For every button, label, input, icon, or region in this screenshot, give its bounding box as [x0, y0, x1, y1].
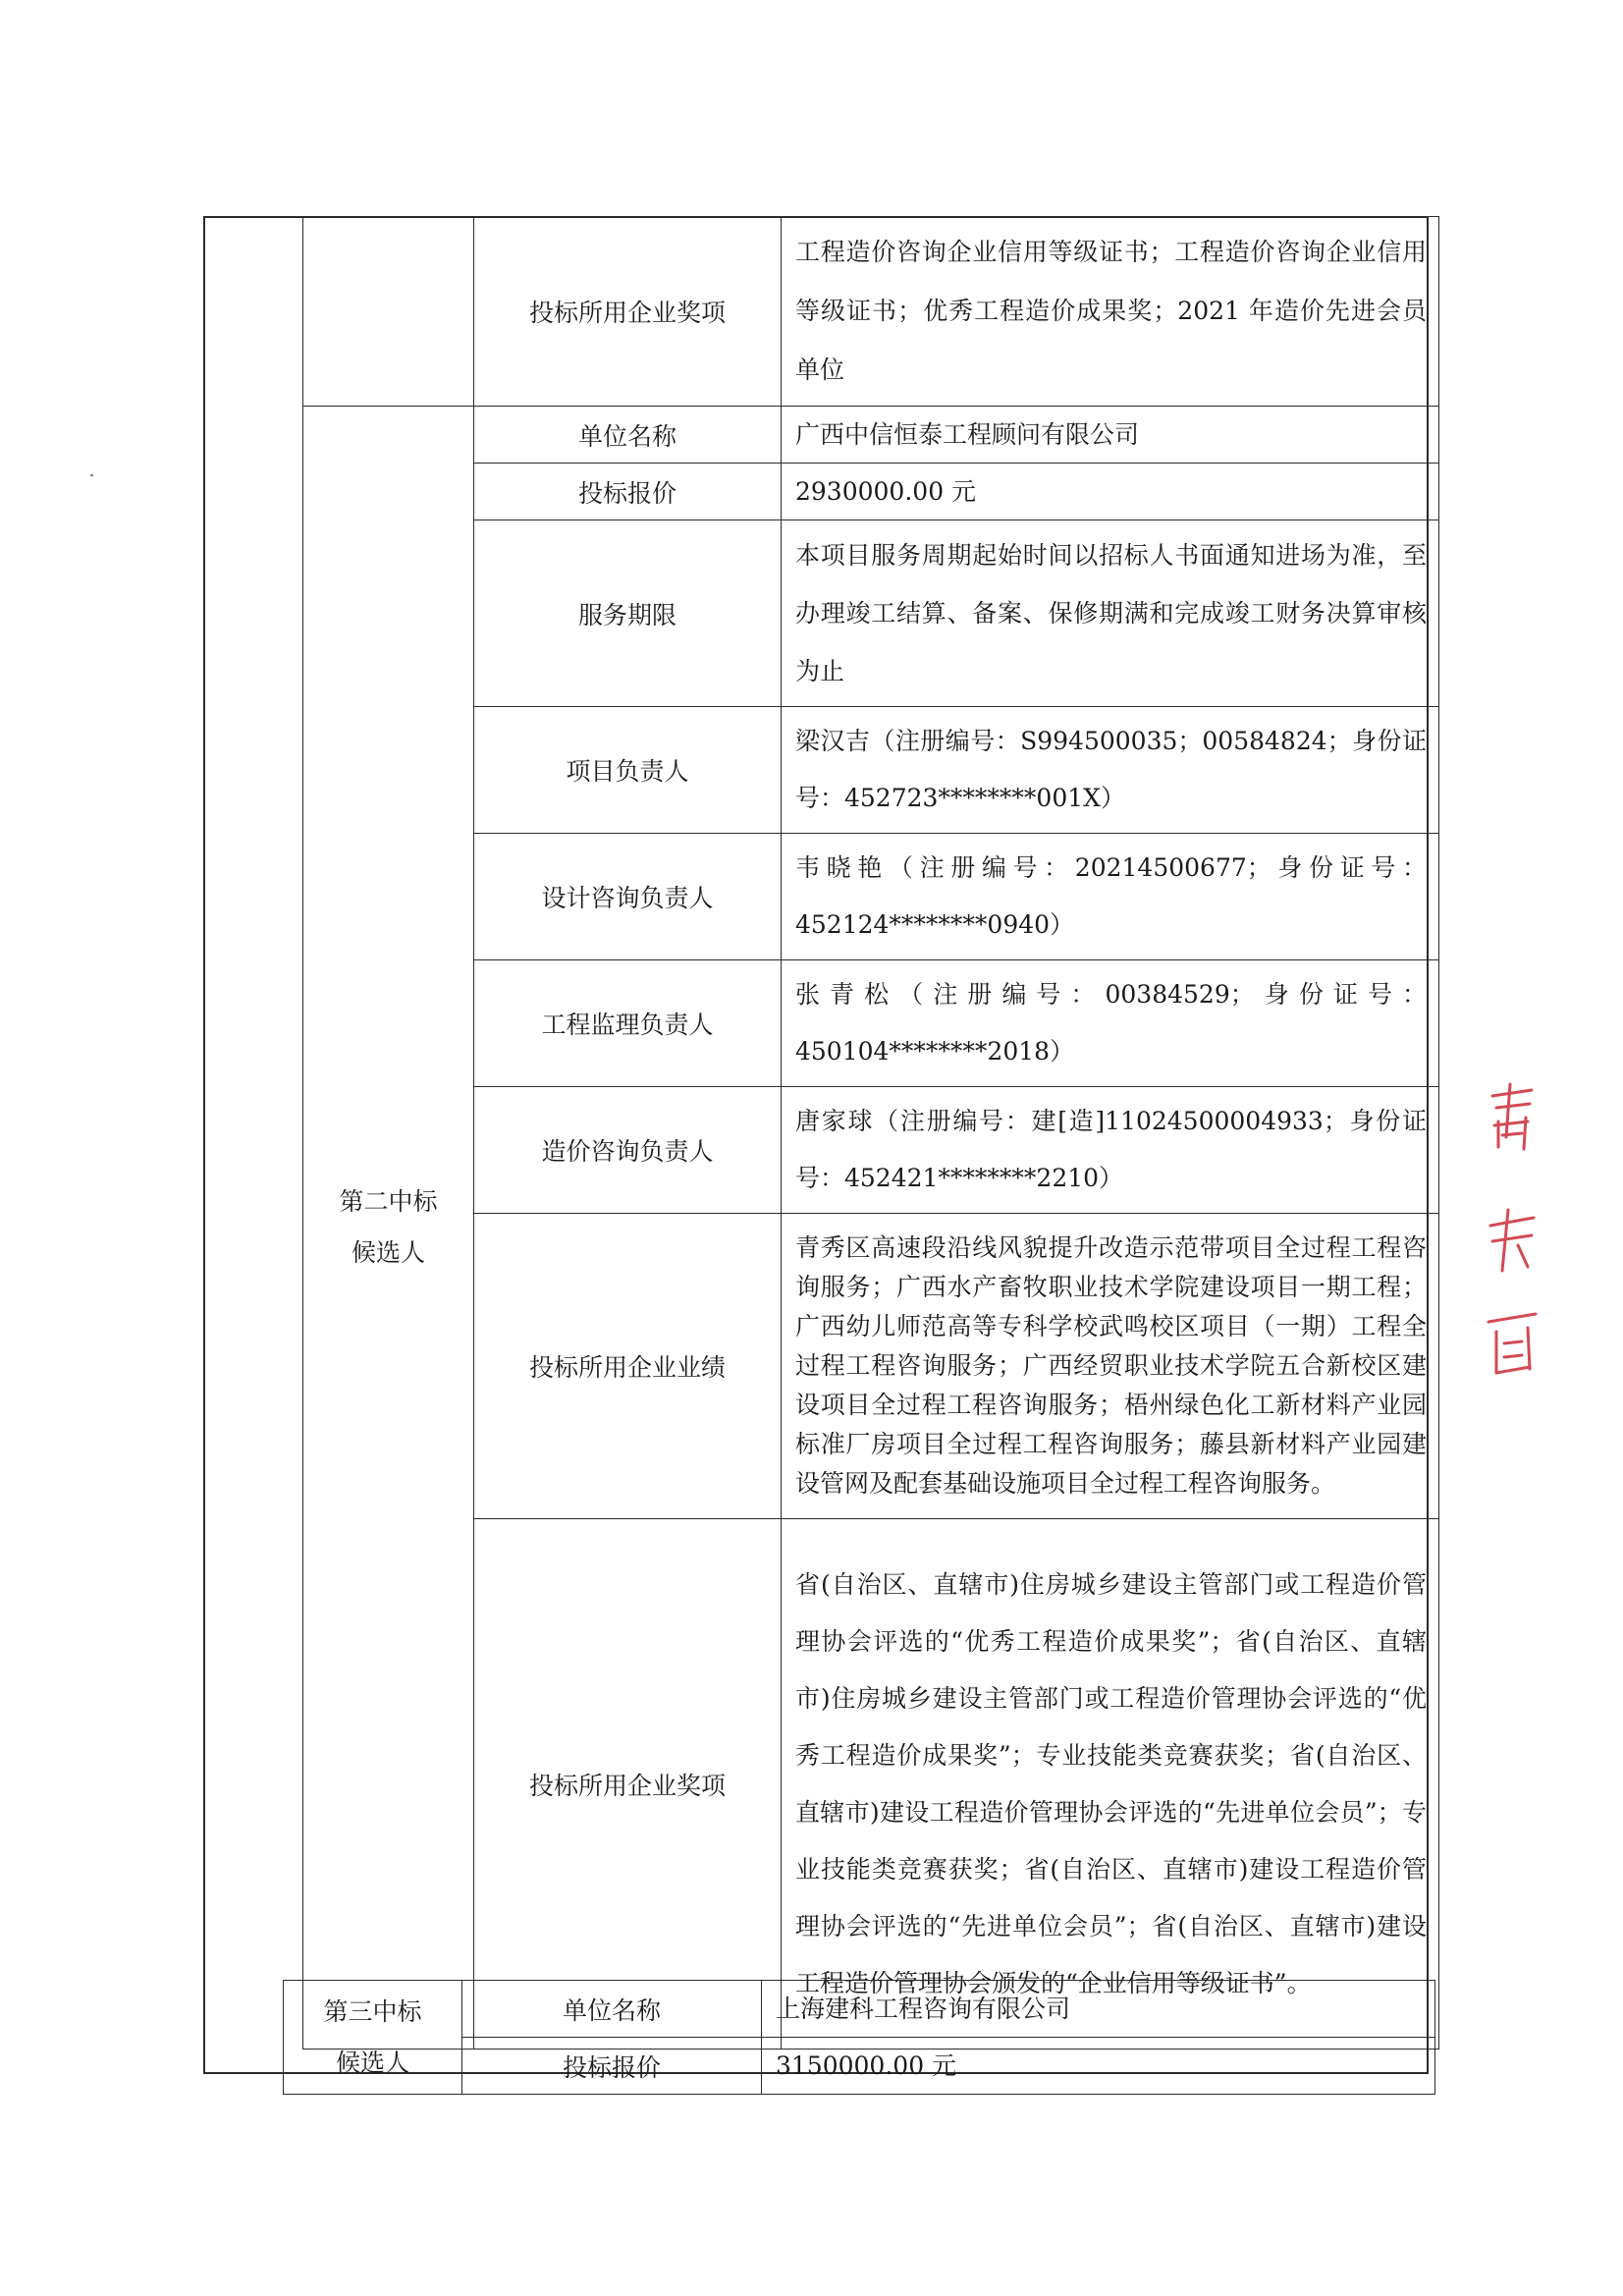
table-row [303, 217, 1439, 407]
row-value: 梁汉吉（注册编号：S994500035；00584824；身份证号：452723********001X） [782, 707, 1439, 834]
table-row [303, 960, 1439, 1087]
candidate-cell-continued [303, 217, 474, 407]
row-value: 张青松（注册编号：00384529；身份证号：450104********2018） [782, 960, 1439, 1087]
row-label: 投标所用企业奖项 [474, 217, 782, 407]
row-label: 投标报价 [462, 2038, 762, 2095]
candidate-title: 第三中标候选人 [323, 1996, 422, 2077]
row-value: 韦晓艳（注册编号：20214500677；身份证号：452124********0940） [782, 834, 1439, 960]
row-label: 造价咨询负责人 [474, 1087, 782, 1214]
row-label: 单位名称 [462, 1981, 762, 2038]
row-value: 青秀区高速段沿线风貌提升改造示范带项目全过程工程咨询服务；广西水产畜牧职业技术学院建设项目一期工程；广西幼儿师范高等专科学校武鸣校区项目（一期）工程全过程工程咨询服务；广西经贸职业技术学院五合新校区建设项目全过程工程咨询服务；梧州绿色化工新材料产业园标准厂房项目全过程工程咨询服务；藤县新材料产业园建设管网及配套基础设施项目全过程工程咨询服务。 [782, 1214, 1439, 1519]
bid-candidates-table-upper [302, 216, 1439, 2050]
table-row [303, 1519, 1439, 2050]
row-value: 广西中信恒泰工程顾问有限公司 [782, 407, 1439, 464]
row-label: 投标所用企业业绩 [474, 1214, 782, 1519]
row-label: 服务期限 [474, 520, 782, 707]
row-label: 项目负责人 [474, 707, 782, 834]
row-label: 工程监理负责人 [474, 960, 782, 1087]
row-value: 唐家球（注册编号：建[造]11024500004933；身份证号：452421********2210） [782, 1087, 1439, 1214]
candidate-title: 第二中标候选人 [339, 1187, 438, 1267]
table-row [303, 1214, 1439, 1519]
row-value: 3150000.00 元 [762, 2038, 1435, 2095]
table-row [303, 1087, 1439, 1214]
row-value: 上海建科工程咨询有限公司 [762, 1981, 1435, 2038]
table-row [303, 834, 1439, 960]
row-value: 省(自治区、直辖市)住房城乡建设主管部门或工程造价管理协会评选的“优秀工程造价成果奖”；省(自治区、直辖市)住房城乡建设主管部门或工程造价管理协会评选的“优秀工程造价成果奖”；专业技能类竞赛获奖；省(自治区、直辖市)建设工程造价管理协会评选的“先进单位会员”；专业技能类竞赛获奖；省(自治区、直辖市)建设工程造价管理协会评选的“先进单位会员”；省(自治区、直辖市)建设工程造价管理协会颁发的“企业信用等级证书”。 [782, 1519, 1439, 2050]
table-row [303, 464, 1439, 520]
table-row [303, 707, 1439, 834]
row-label: 设计咨询负责人 [474, 834, 782, 960]
table-row [303, 520, 1439, 707]
row-label: 单位名称 [474, 407, 782, 464]
partial-seal-stamp [1483, 1078, 1543, 1393]
row-value: 工程造价咨询企业信用等级证书；工程造价咨询企业信用等级证书；优秀工程造价成果奖；2021 年造价先进会员单位 [782, 217, 1439, 407]
row-value: 本项目服务周期起始时间以招标人书面通知进场为准，至办理竣工结算、备案、保修期满和完成竣工财务决算审核为止 [782, 520, 1439, 707]
row-label: 投标所用企业奖项 [474, 1519, 782, 2050]
table-row [303, 407, 1439, 464]
candidate-title-cell [303, 407, 474, 2050]
row-label: 投标报价 [474, 464, 782, 520]
scan-speck [90, 474, 93, 476]
seal-strokes [1488, 1084, 1536, 1373]
candidate-title-cell [284, 1981, 462, 2095]
row-value: 2930000.00 元 [782, 464, 1439, 520]
table-row [284, 1981, 1435, 2038]
bid-candidates-table-lower [283, 1980, 1435, 2095]
